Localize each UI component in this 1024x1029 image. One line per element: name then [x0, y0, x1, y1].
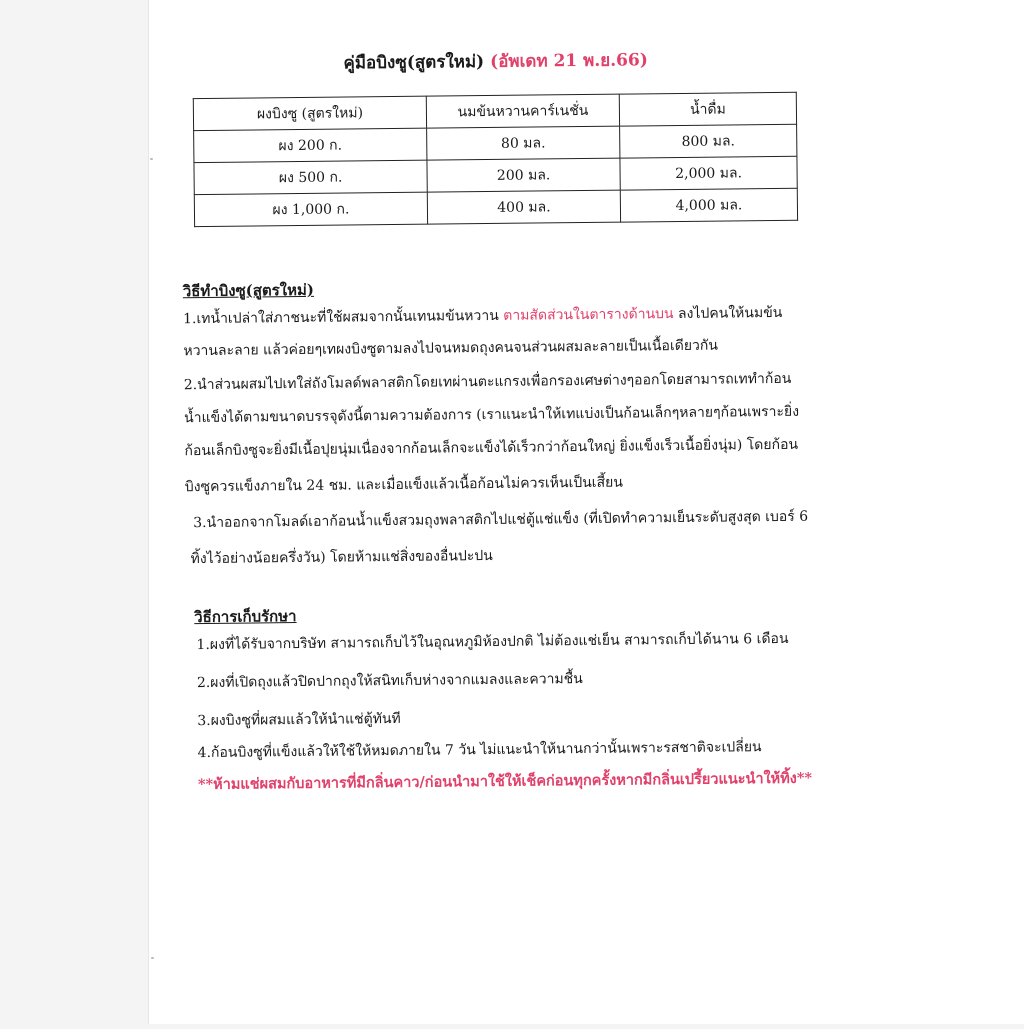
method-step3-line1: 3.นำออกจากโมลด์เอาก้อนน้ำแข็งสวมถุงพลาสติกไปแช่ตู้แช่แข็ง (ที่เปิดทำความเย็นระดับสูงสุด เบอร์ 6 — [193, 508, 809, 532]
header-powder: ผงบิงซู (สูตรใหม่) — [193, 96, 426, 130]
storage-item-3: 3.ผงบิงซูที่ผสมแล้วให้นำแช่ตู้ทันที — [197, 710, 401, 730]
paper-speck — [150, 158, 153, 160]
table-cell: 400 มล. — [427, 190, 620, 224]
table-cell: ผง 200 ก. — [194, 128, 427, 162]
storage-item-2: 2.ผงที่เปิดถุงแล้วปิดปากถุงให้สนิทเก็บห่างจากแมลงและความชื้น — [196, 671, 583, 692]
header-water: น้ำดื่ม — [619, 92, 796, 126]
table-cell: 800 มล. — [620, 124, 797, 158]
storage-item-4: 4.ก้อนบิงซูที่แข็งแล้วให้ใช้ให้หมดภายใน 7 วัน ไม่แนะนำให้นานกว่านั้นเพราะรสชาติจะเปลี่ยน — [197, 739, 762, 762]
method-heading: วิธีทำบิงซู(สูตรใหม่) — [182, 280, 315, 301]
storage-warning: **ห้ามแช่ผสมกับอาหารที่มีกลิ่นคาว/ก่อนนำมาใช้ให้เช็คก่อนทุกครั้งหากมีกลิ่นเปรี้ยวแนะนำให้ทิ้ง** — [197, 769, 813, 794]
paper-speck — [151, 957, 154, 959]
step1-highlight: ตามสัดส่วนในตารางด้านบน — [503, 306, 674, 324]
table-cell: 2,000 มล. — [620, 156, 797, 190]
storage-heading: วิธีการเก็บรักษา — [194, 607, 297, 627]
method-step1-line1 — [183, 303, 782, 329]
method-step2-line1: 2.นำส่วนผสมไปเทใส่ถังโมลด์พลาสติกโดยเทผ่านตะแกรงเพื่อกรองเศษต่างๆออกโดยสามารถเททำก้อน — [183, 370, 792, 394]
table-cell: 200 มล. — [427, 158, 620, 192]
table-cell: ผง 1,000 ก. — [194, 192, 427, 226]
page-title — [343, 46, 648, 76]
title-update: (อัพเดท 21 พ.ย.66) — [489, 50, 648, 72]
step1-text-a: 1.เทน้ำเปล่าใส่ภาชนะที่ใช้ผสมจากนั้นเทนมข้นหวาน — [183, 307, 504, 328]
method-step2-line2: น้ำแข็งได้ตามขนาดบรรจุดังนี้ตามความต้องการ (เราแนะนำให้เทแบ่งเป็นก้อนเล็กๆหลายๆก้อนเพราะยิ่ง — [184, 403, 800, 427]
method-step2-line4: บิงซูควรแข็งภายใน 24 ชม. และเมื่อแข็งแล้วเนื้อก้อนไม่ควรเห็นเป็นเสี้ยน — [184, 474, 623, 496]
method-step2-line3: ก้อนเล็กบิงซูจะยิ่งมีเนื้อปุยนุ่มเนื่องจากก้อนเล็กจะแข็งได้เร็วกว่าก้อนใหญ่ ยิ่งแข็งเร็วเนื้อยิ่งนุ่ม) โดยก้อน — [184, 436, 799, 460]
table-row — [194, 188, 797, 226]
table-cell: 80 มล. — [427, 126, 620, 160]
table-cell: ผง 500 ก. — [194, 160, 427, 194]
step1-text-b: ลงไปคนให้นมข้น — [673, 304, 783, 323]
ratio-table — [193, 92, 798, 227]
storage-item-1: 1.ผงที่ได้รับจากบริษัท สามารถเก็บไว้ในอุณหภูมิห้องปกติ ไม่ต้องแช่เย็น สามารถเก็บได้นาน 6 เดือน — [196, 630, 789, 654]
method-step1-line2: หวานละลาย แล้วค่อยๆเทผงบิงซูตามลงไปจนหมดถุงคนจนส่วนผสมละลายเป็นเนื้อเดียวกัน — [183, 337, 718, 360]
method-step3-line2: ทิ้งไว้อย่างน้อยครึ่งวัน) โดยห้ามแช่สิ่งของอื่นปะปน — [190, 547, 493, 568]
title-main: คู่มือบิงซู(สูตรใหม่) — [343, 52, 485, 74]
header-milk: นมข้นหวานคาร์เนชั่น — [426, 94, 619, 128]
table-cell: 4,000 มล. — [620, 188, 797, 222]
